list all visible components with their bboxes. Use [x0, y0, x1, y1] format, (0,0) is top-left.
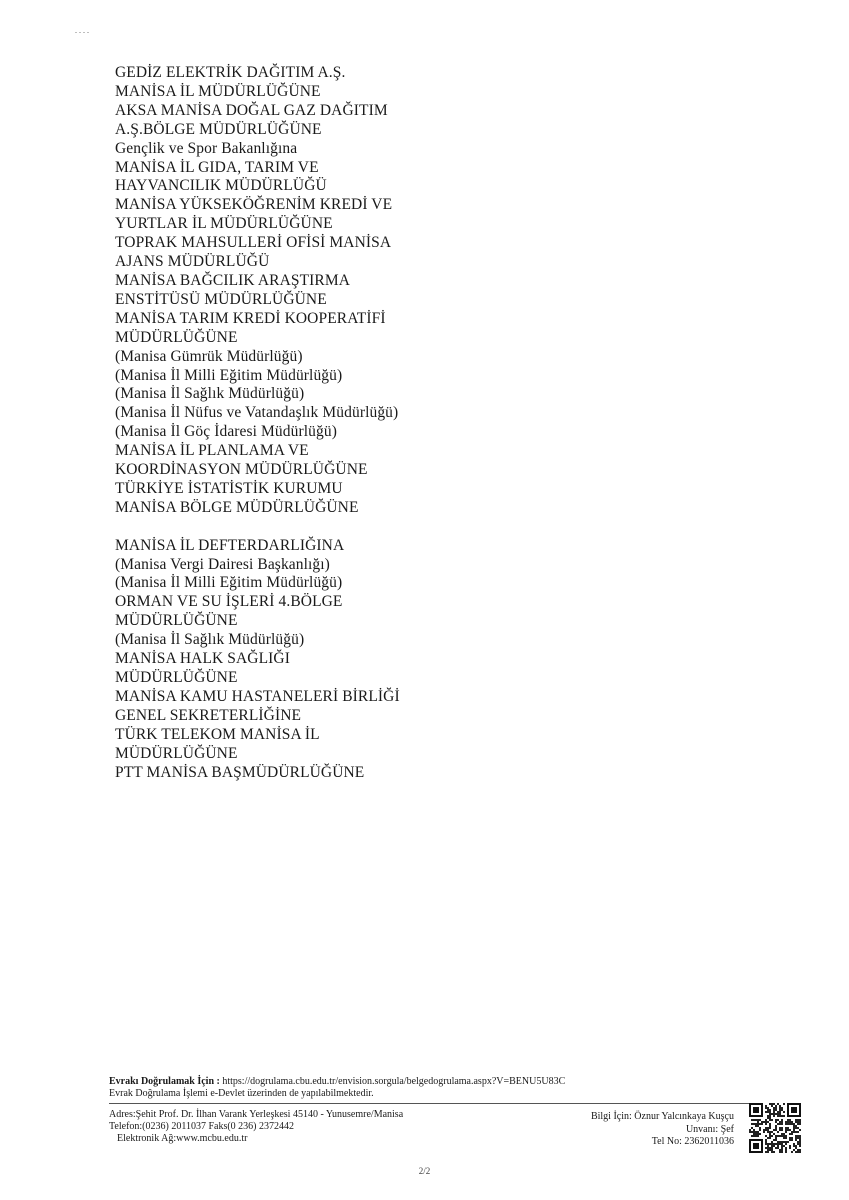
recipient-line: (Manisa İl Milli Eğitim Müdürlüğü)	[115, 366, 343, 384]
recipient-line: (Manisa Vergi Dairesi Başkanlığı)	[115, 555, 330, 573]
recipient-line: TÜRK TELEKOM MANİSA İL	[115, 725, 320, 743]
footer-address-block	[109, 1109, 403, 1145]
footer-contact-block	[591, 1111, 734, 1149]
recipient-line: ORMAN VE SU İŞLERİ 4.BÖLGE	[115, 593, 343, 611]
verification-label: Evrakı Doğrulamak İçin :	[109, 1076, 220, 1087]
recipient-line: (Manisa İl Sağlık Müdürlüğü)	[115, 631, 305, 649]
verification-url[interactable]: https://dogrulama.cbu.edu.tr/envision.sorgula/belgedogrulama.aspx?V=BENU5U83C	[222, 1076, 566, 1087]
recipient-line: MANİSA TARIM KREDİ KOOPERATİFİ	[115, 309, 386, 327]
contact-phone: Tel No: 2362011036	[651, 1136, 734, 1147]
verification-info	[109, 1076, 565, 1100]
contact-person: Bilgi İçin: Öznur Yalcınkaya Kuşçu	[590, 1111, 734, 1122]
recipient-line: MÜDÜRLÜĞÜNE	[115, 328, 238, 346]
contact-title: Unvanı: Şef	[685, 1123, 734, 1135]
recipient-line: HAYVANCILIK MÜDÜRLÜĞÜ	[115, 177, 327, 195]
footer-address: Adres:Şehit Prof. Dr. İlhan Varank Yerleşkesi 45140 - Yunusemre/Manisa	[109, 1109, 404, 1120]
distribution-list	[115, 64, 515, 782]
distribution-block-1	[115, 64, 515, 518]
recipient-line: TOPRAK MAHSULLERİ OFİSİ MANİSA	[115, 234, 392, 252]
recipient-line: (Manisa Gümrük Müdürlüğü)	[115, 347, 303, 365]
recipient-line: A.Ş.BÖLGE MÜDÜRLÜĞÜNE	[115, 120, 322, 138]
footer-web[interactable]: Elektronik Ağ:www.mcbu.edu.tr	[117, 1133, 248, 1144]
recipient-line: MANİSA BÖLGE MÜDÜRLÜĞÜNE	[115, 498, 359, 516]
recipient-line: AJANS MÜDÜRLÜĞÜ	[115, 253, 270, 271]
recipient-line: Gençlik ve Spor Bakanlığına	[115, 139, 298, 157]
scan-specks: . . . .	[75, 26, 89, 35]
recipient-line: MANİSA KAMU HASTANELERİ BİRLİĞİ	[115, 687, 400, 705]
recipient-line: MANİSA BAĞCILIK ARAŞTIRMA	[115, 271, 351, 289]
qr-code-icon	[749, 1103, 801, 1153]
footer-phone: Telefon:(0236) 2011037 Faks(0 236) 2372442	[109, 1121, 295, 1132]
recipient-line: MANİSA İL MÜDÜRLÜĞÜNE	[115, 82, 321, 100]
recipient-line: (Manisa İl Göç İdaresi Müdürlüğü)	[115, 423, 337, 441]
recipient-line: MANİSA İL DEFTERDARLIĞINA	[115, 536, 345, 554]
recipient-line: MÜDÜRLÜĞÜNE	[115, 744, 238, 762]
recipient-line: TÜRKİYE İSTATİSTİK KURUMU	[115, 479, 343, 497]
distribution-block-2	[115, 537, 515, 783]
recipient-line: GEDİZ ELEKTRİK DAĞITIM A.Ş.	[115, 64, 346, 81]
block-gap	[115, 518, 515, 537]
verification-note: Evrak Doğrulama İşlemi e-Devlet üzerinden de yapılabilmektedir.	[109, 1088, 374, 1099]
page-number: 2/2	[418, 1166, 431, 1176]
recipient-line: MÜDÜRLÜĞÜNE	[115, 612, 238, 630]
recipient-line: YURTLAR İL MÜDÜRLÜĞÜNE	[115, 215, 333, 233]
recipient-line: MANİSA İL GIDA, TARIM VE	[115, 158, 319, 176]
recipient-line: AKSA MANİSA DOĞAL GAZ DAĞITIM	[115, 101, 388, 119]
recipient-line: MANİSA İL PLANLAMA VE	[115, 442, 309, 460]
recipient-line: KOORDİNASYON MÜDÜRLÜĞÜNE	[115, 461, 368, 479]
recipient-line: MANİSA YÜKSEKÖĞRENİM KREDİ VE	[115, 196, 393, 214]
recipient-line: PTT MANİSA BAŞMÜDÜRLÜĞÜNE	[115, 763, 365, 781]
recipient-line: (Manisa İl Nüfus ve Vatandaşlık Müdürlüğü)	[115, 404, 399, 422]
recipient-line: GENEL SEKRETERLİĞİNE	[115, 706, 302, 724]
recipient-line: MÜDÜRLÜĞÜNE	[115, 668, 238, 686]
recipient-line: (Manisa İl Sağlık Müdürlüğü)	[115, 385, 305, 403]
footer-divider	[109, 1103, 757, 1104]
recipient-line: (Manisa İl Milli Eğitim Müdürlüğü)	[115, 574, 343, 592]
recipient-line: ENSTİTÜSÜ MÜDÜRLÜĞÜNE	[115, 290, 327, 308]
recipient-line: MANİSA HALK SAĞLIĞI	[115, 650, 290, 668]
verification-line	[109, 1076, 565, 1088]
